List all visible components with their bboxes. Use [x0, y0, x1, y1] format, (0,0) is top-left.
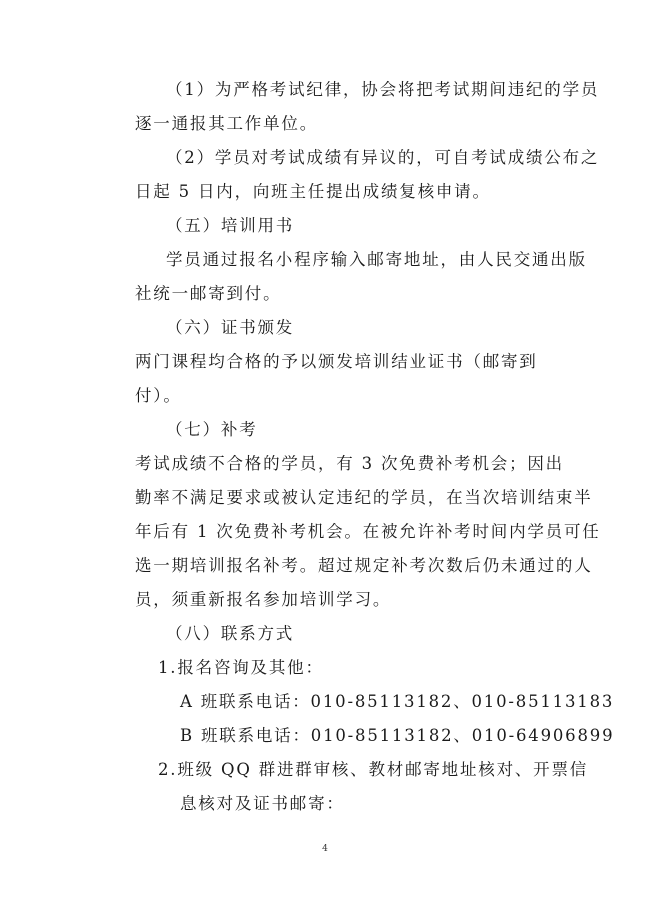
certificate-line1: 两门课程均合格的予以颁发培训结业证书（邮寄到 [135, 352, 538, 371]
books-line1: 学员通过报名小程序输入邮寄地址，由人民交通出版 [166, 250, 587, 269]
contact-class-b-phone: B 班联系电话：010-85113182、010-64906899 [180, 726, 615, 745]
contact-heading: （八）联系方式 [166, 624, 295, 643]
discipline-item1-line2: 逐一通报其工作单位。 [135, 114, 318, 133]
discipline-item1-line1: （1）为严格考试纪律，协会将把考试期间违纪的学员 [166, 80, 600, 99]
books-line2: 社统一邮寄到付。 [135, 284, 282, 303]
contact-item2-line2: 息核对及证书邮寄： [180, 794, 345, 813]
makeup-line1: 考试成绩不合格的学员，有 3 次免费补考机会；因出 [135, 454, 564, 473]
books-heading: （五）培训用书 [166, 216, 295, 235]
makeup-line3: 年后有 1 次免费补考机会。在被允许补考时间内学员可任 [135, 522, 601, 541]
discipline-item2-line1: （2）学员对考试成绩有异议的，可自考试成绩公布之 [166, 148, 600, 167]
makeup-line5: 员，须重新报名参加培训学习。 [135, 590, 392, 609]
certificate-heading: （六）证书颁发 [166, 318, 295, 337]
contact-item2-line1: 2.班级 QQ 群进群审核、教材邮寄地址核对、开票信 [158, 760, 589, 779]
contact-class-a-phone: A 班联系电话：010-85113182、010-85113183 [180, 692, 615, 711]
contact-item1: 1.报名咨询及其他： [158, 658, 324, 677]
page-number: 4 [322, 844, 328, 854]
makeup-line2: 勤率不满足要求或被认定违纪的学员，在当次培训结束半 [135, 488, 593, 507]
makeup-line4: 选一期培训报名补考。超过规定补考次数后仍未通过的人 [135, 556, 593, 575]
makeup-heading: （七）补考 [166, 420, 258, 439]
discipline-item2-line2: 日起 5 日内，向班主任提出成绩复核申请。 [135, 182, 491, 201]
certificate-line2: 付）。 [135, 386, 182, 405]
